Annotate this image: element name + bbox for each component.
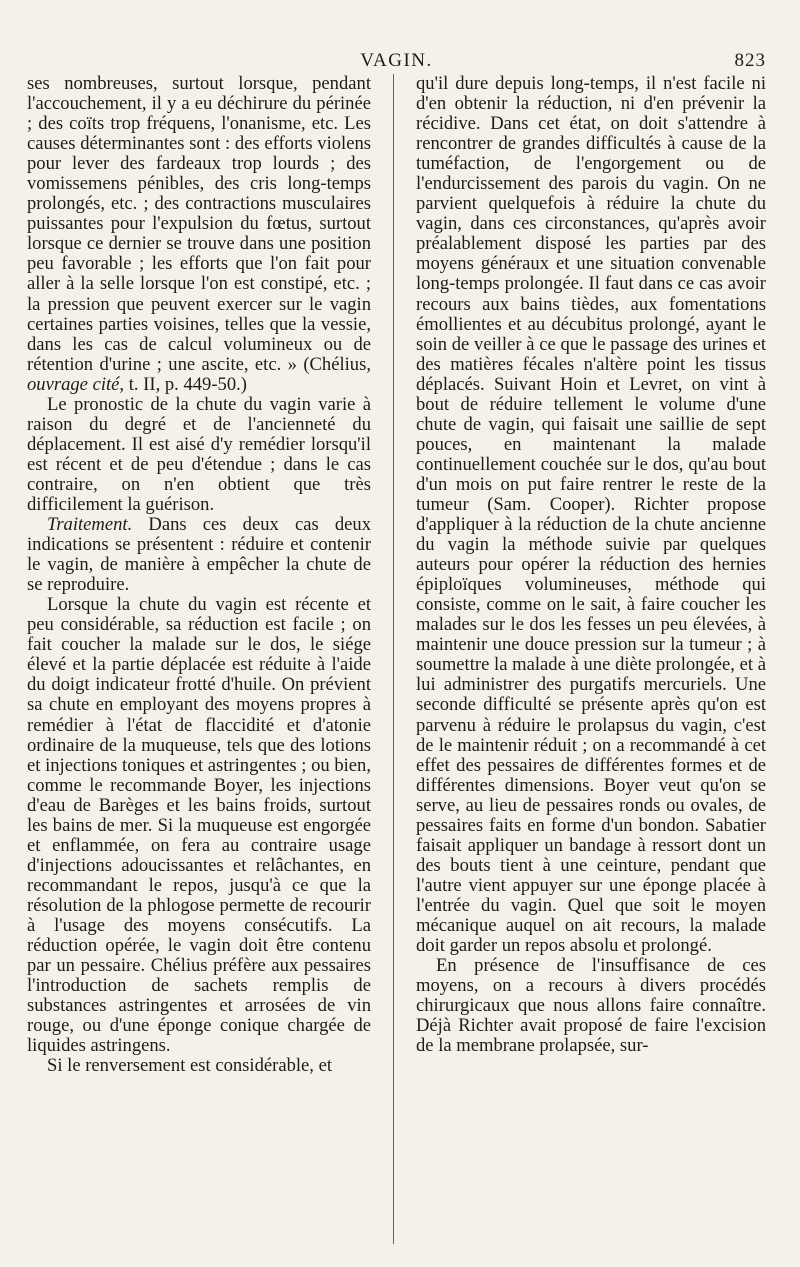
right-column <box>416 74 766 1244</box>
left-paragraph-3 <box>27 515 371 595</box>
left-paragraph-5: Si le renversement est considérable, et <box>47 1055 332 1077</box>
page-number: 823 <box>734 50 766 71</box>
running-head <box>27 38 766 71</box>
left-paragraph-2: Le pronostic de la chute du vagin varie à raison du degré et de l'ancienneté du déplacement. Il est aisé d'y remédier lorsqu'il est récent et de peu d'étendue ; dans le cas contraire, on n'en obtient que très difficilement la guérison. <box>27 393 371 515</box>
right-paragraph-1: qu'il dure depuis long-temps, il n'est facile ni d'en obtenir la réduction, ni d'en prévenir la récidive. Dans cet état, on doit s'attendre à rencontrer de grandes difficultés à cause de la tuméfaction, de l'engorgement ou de l'endurcissement des parois du vagin. On ne parvient quelquefois à réduire la chute du vagin, dans ces circonstances, qu'après avoir préalablement disposé les parties par des moyens généraux et une situation convenable long-temps prolongée. Il faut dans ce cas avoir recours aux bains tièdes, aux fomentations émollientes et au décubitus prolongé, ayant le soin de veiller à ce que le passage des urines et des matières fécales n'altère point les tissus déplacés. Suivant Hoin et Levret, on vint à bout de réduire tellement le volume d'une chute de vagin, qui faisait une saillie de sept pouces, en maintenant la malade continuellement couchée sur le dos, qu'au bout d'un mois on put faire rentrer le reste de la tumeur (Sam. Cooper). Richter propose d'appliquer à la réduction de la chute ancienne du vagin la méthode suivie par quelques auteurs pour opérer la réduction des hernies épiploïques volumineuses, méthode qui consiste, comme on le sait, à faire coucher les malades sur le dos les fesses un peu élevées, à maintenir une douce pression sur la tumeur ; à soumettre la malade à une diète prolongée, et à lui administrer des purgatifs mercuriels. Une seconde difficulté se présente après qu'on est parvenu à réduire le prolapsus du vagin, c'est de le maintenir réduit ; on a recommandé à cet effet des pessaires de différentes formes et de différentes dimensions. Boyer veut qu'on se serve, au lieu de pessaires ronds ou ovales, de pessaires faits en forme d'un bondon. Sabatier faisait appliquer un bandage à ressort dont un des bouts tient à une ceinture, pendant que l'autre vient appuyer sur une éponge placée à l'entrée du vagin. Quel que soit le moyen mécanique auquel on ait recours, la malade doit garder un repos absolu et prolongé. <box>416 73 766 957</box>
left-paragraph-1-citation: ouvrage cité <box>27 373 120 395</box>
left-column <box>27 74 371 1244</box>
column-rule <box>393 74 394 1244</box>
text-columns <box>27 74 766 1244</box>
left-paragraph-4: Lorsque la chute du vagin est récente et peu considérable, sa réduction est facile ; on fait coucher la malade sur le dos, le siége élevé et la partie déplacée est réduite à l'aide du doigt indicateur frotté d'huile. On prévient sa chute en employant des moyens propres à remédier à l'état de flaccidité et d'atonie ordinaire de la muqueuse, tels que des lotions et injections toniques et astringentes ; ou bien, comme le recommande Boyer, les injections d'eau de Barèges et les bains froids, surtout les bains de mer. Si la muqueuse est engorgée et enflammée, on fera au contraire usage d'injections adoucissantes et relâchantes, en recommandant le repos, jusqu'à ce que la résolution de la phlogose permette de recourir à l'usage des moyens consécutifs. La réduction opérée, le vagin doit être contenu par un pessaire. Chélius préfère aux pessaires l'introduction de sachets remplis de substances astringentes et arrosées de vin rouge, ou d'une éponge conique chargée de liquides astringens. <box>27 594 371 1057</box>
left-paragraph-1-tail: , t. II, p. 449-50.) <box>119 373 247 395</box>
left-paragraph-1 <box>27 74 371 395</box>
left-paragraph-1-text: ses nombreuses, surtout lorsque, pendant l'accouchement, il y a eu déchirure du périnée ; des coïts trop fréquens, l'onanisme, etc. Les causes déterminantes sont : des efforts violens pour lever des fardeaux trop lourds ; des vomissemens pénibles, des cris long-temps prolongés, etc. ; des contractions musculaires puissantes pour l'expulsion du fœtus, surtout lorsque ce dernier se trouve dans une position peu favorable ; les efforts que l'on fait pour aller à la selle lorsque l'on est constipé, etc. ; la pression que peuvent exercer sur le vagin certaines parties voisines, telles que la vessie, dans les cas de calcul volumineux ou de rétention d'urine ; une ascite, etc. » (Chélius, <box>27 73 371 375</box>
section-label-traitement: Traitement. <box>47 514 133 536</box>
left-paragraph-3-text: Dans ces deux cas deux indications se présentent : réduire et contenir le vagin, de manière à empêcher la chute de se reproduire. <box>27 514 371 596</box>
running-title: VAGIN. <box>360 50 433 71</box>
right-paragraph-2: En présence de l'insuffisance de ces moyens, on a recours à divers procédés chirurgicaux que nous allons faire connaître. Déjà Richter avait proposé de faire l'excision de la membrane prolapsée, sur- <box>416 955 766 1057</box>
